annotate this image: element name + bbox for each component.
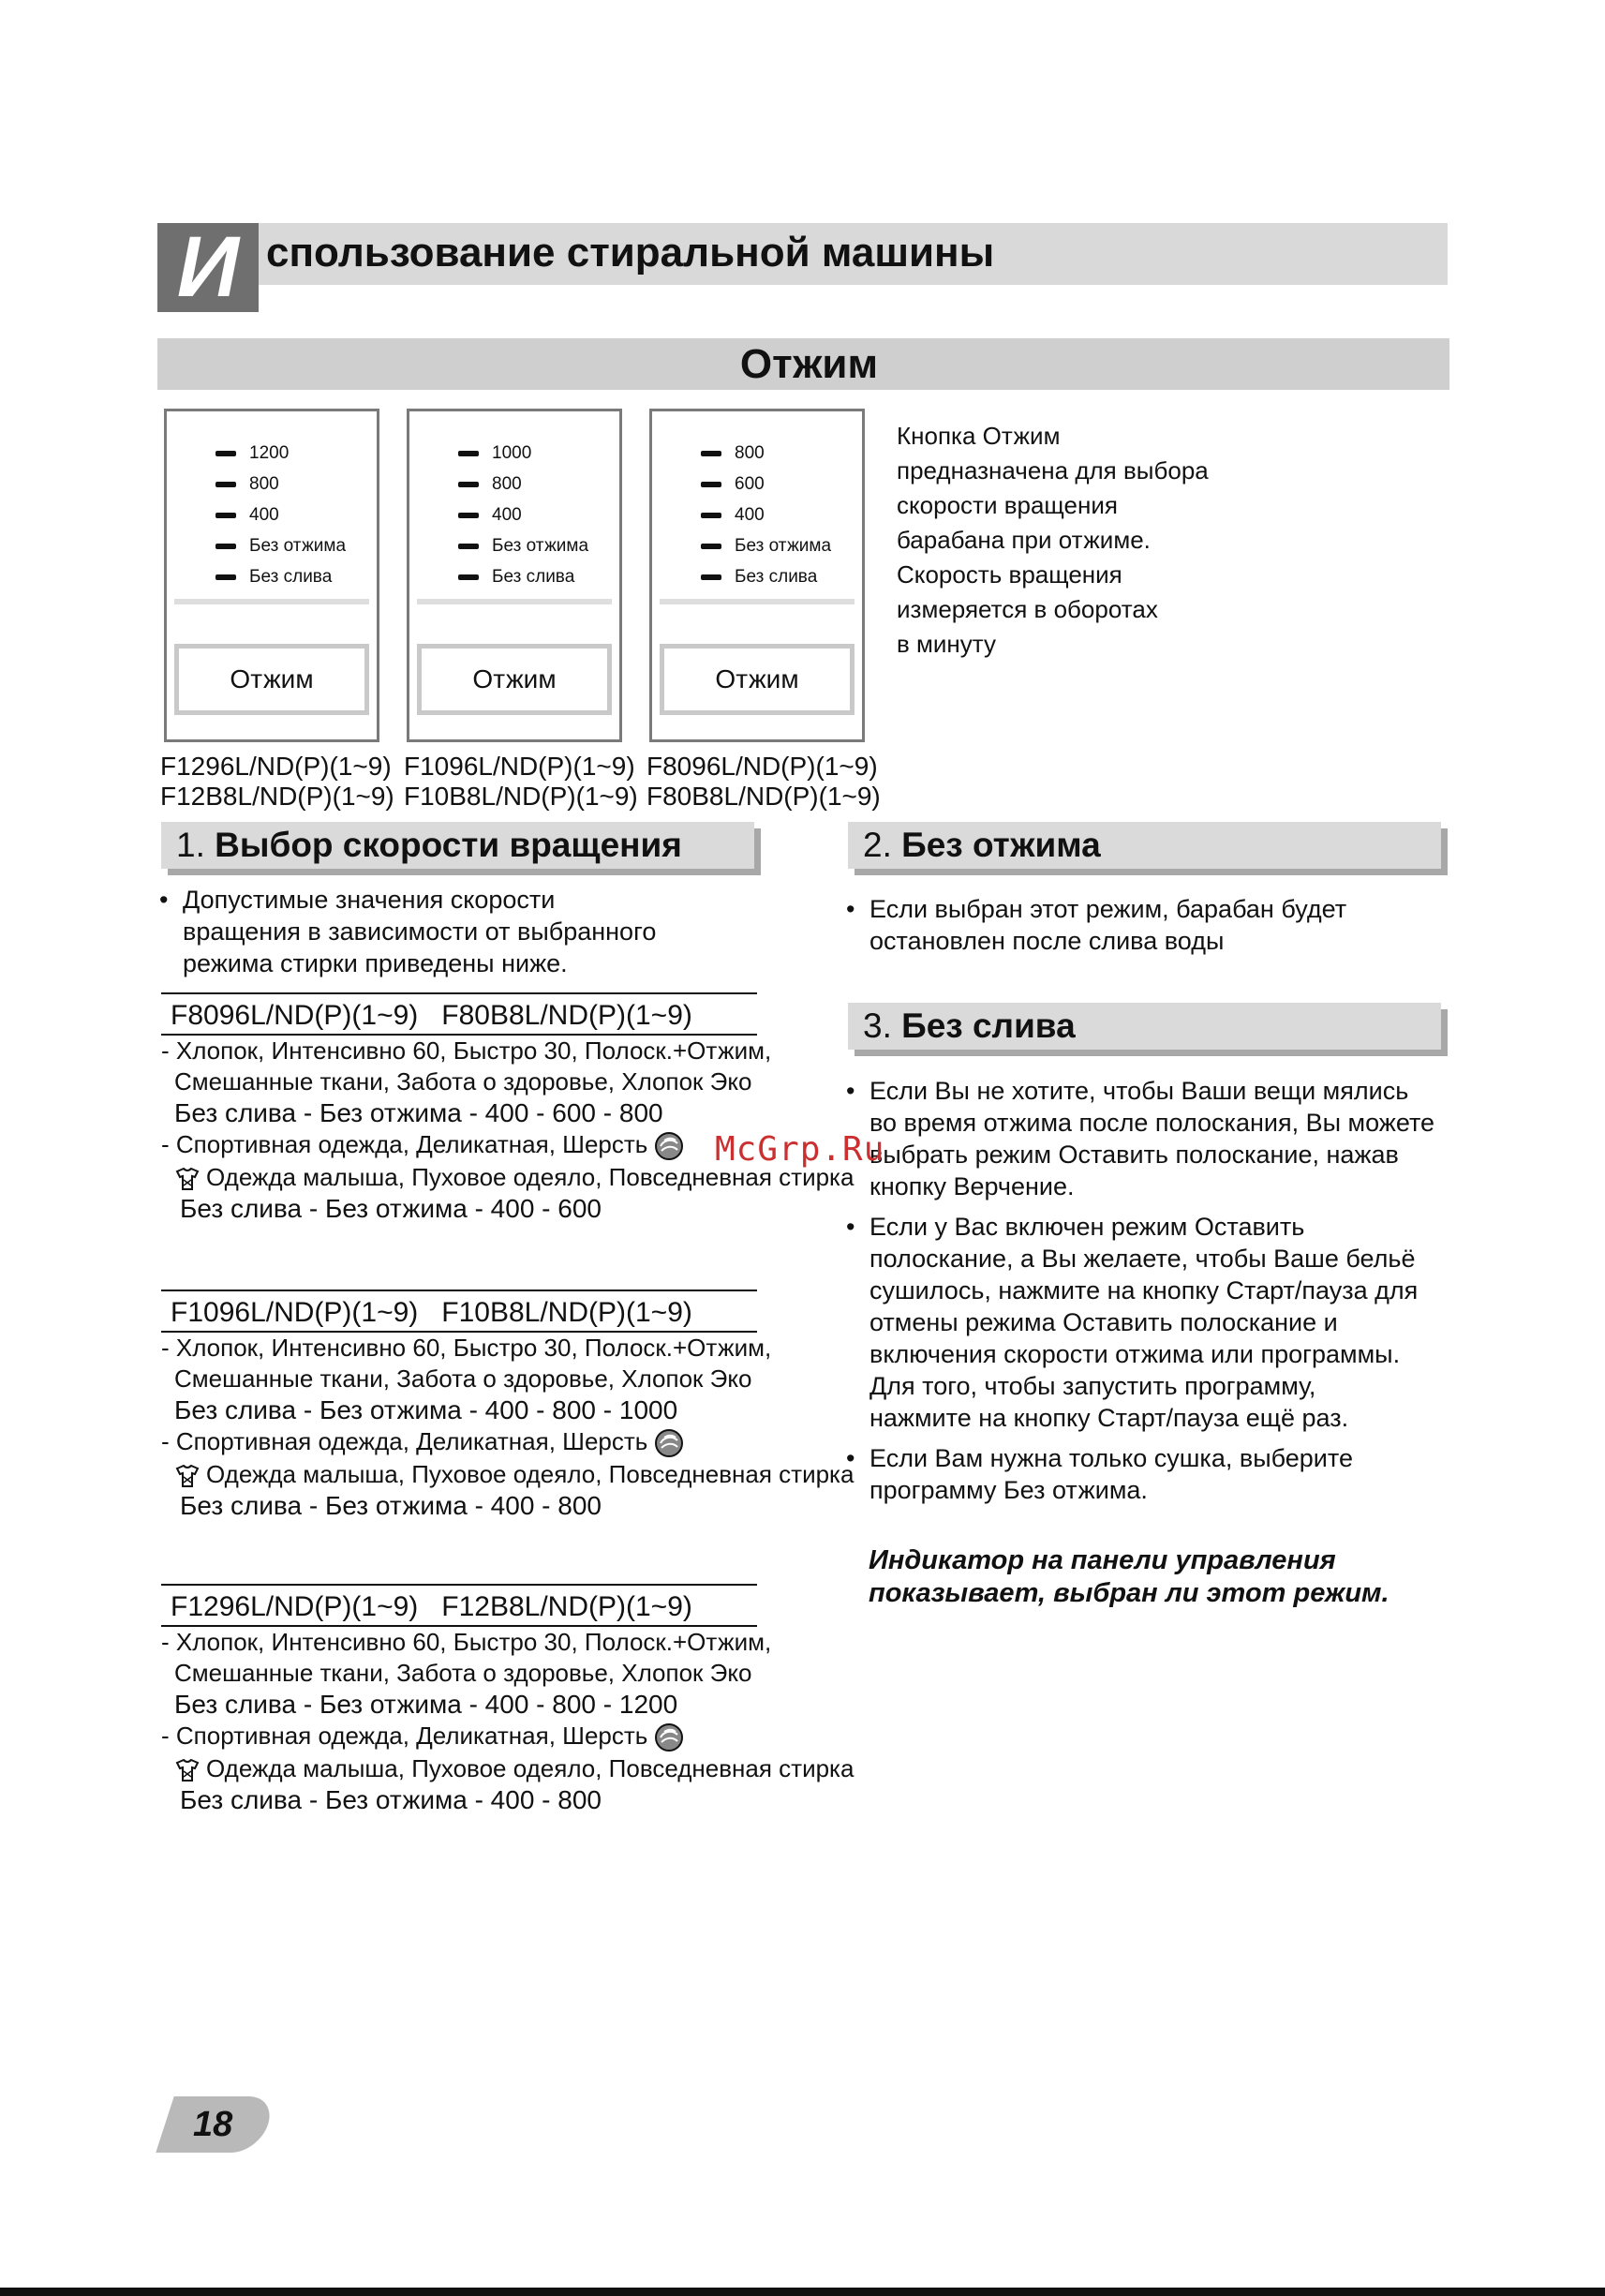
bottom-rule [0, 2288, 1605, 2296]
led-icon [215, 451, 236, 456]
program-list: Одежда малыша, Пуховое одеяло, Повседневная стирка [161, 1753, 757, 1784]
section-3-bullet-2: • Если у Вас включен режим Оставить полоскание, а Вы желаете, чтобы Ваше бельё сушилось, нажмите на кнопку Старт/пауза для отмены режима Оставить полоскание и включения скорости отжима или программы. Для того, чтобы запустить программу, нажмите на кнопку Старт/пауза ещё раз. [869, 1211, 1418, 1434]
program-list: - Спортивная одежда, Деликатная, Шерсть [161, 1426, 757, 1459]
program-list: - Хлопок, Интенсивно 60, Быстро 30, Полоск.+Отжим, [161, 1628, 772, 1656]
intro-paragraph: Кнопка Отжим предназначена для выбора скорости вращения барабана при отжиме. Скорость вращения измеряется в оборотах в минуту [897, 422, 1209, 658]
baby-clothes-icon [174, 1167, 201, 1191]
section-1-header: 1. Выбор скорости вращения [161, 822, 754, 869]
spin-panel-1 [164, 409, 379, 742]
panel-indicator: Без отжима [458, 530, 588, 561]
panel-divider [417, 599, 612, 604]
program-list: - Хлопок, Интенсивно 60, Быстро 30, Полоск.+Отжим, [161, 1334, 772, 1362]
led-icon [701, 544, 721, 549]
title-initial-letter: И [157, 223, 259, 312]
panel-divider [174, 599, 369, 604]
led-icon [458, 482, 479, 487]
spin-panel-3 [649, 409, 865, 742]
led-icon [701, 513, 721, 518]
panel-indicator: Без слива [701, 561, 831, 592]
wool-icon [653, 1427, 685, 1459]
panel-indicator: 400 [215, 499, 346, 530]
model-heading: F1096L/ND(P)(1~9) F10B8L/ND(P)(1~9) [171, 1297, 692, 1328]
led-icon [701, 482, 721, 487]
section-2-header: 2. Без отжима [848, 822, 1441, 869]
panel-indicator: 800 [458, 469, 588, 499]
led-icon [701, 574, 721, 580]
panel-model-caption: F1096L/ND(P)(1~9) F10B8L/ND(P)(1~9) [404, 752, 638, 811]
panel-indicator: Без отжима [701, 530, 831, 561]
section-3-bullet-3: • Если Вам нужна только сушка, выберите программу Без отжима. [869, 1442, 1353, 1506]
program-list: - Спортивная одежда, Деликатная, Шерсть [161, 1721, 757, 1753]
led-icon [215, 513, 236, 518]
program-list: Смешанные ткани, Забота о здоровье, Хлопок Эко [174, 1364, 752, 1393]
led-icon [458, 513, 479, 518]
model-block-3 [161, 1584, 855, 1816]
panel-indicator: 600 [701, 469, 831, 499]
baby-clothes-icon [174, 1464, 201, 1488]
led-icon [701, 451, 721, 456]
indicator-note: Индикатор на панели управления показывает, выбран ли этот режим. [869, 1545, 1390, 1608]
led-icon [458, 574, 479, 580]
program-list: - Хлопок, Интенсивно 60, Быстро 30, Полоск.+Отжим, [161, 1036, 772, 1065]
panel-indicator: 800 [701, 438, 831, 469]
section-3-header: 3. Без слива [848, 1003, 1441, 1050]
panel-indicator: 1200 [215, 438, 346, 469]
program-list: Одежда малыша, Пуховое одеяло, Повседневная стирка [161, 1162, 757, 1193]
section-2-bullet: • Если выбран этот режим, барабан будет остановлен после слива воды [869, 893, 1346, 957]
model-heading: F8096L/ND(P)(1~9) F80B8L/ND(P)(1~9) [171, 1000, 692, 1031]
panel-divider [660, 599, 855, 604]
spin-speeds: Без слива - Без отжима - 400 - 800 - 1000 [174, 1395, 678, 1424]
spin-button: Отжим [660, 644, 855, 715]
panel-indicator: 800 [215, 469, 346, 499]
panel-model-caption: F8096L/ND(P)(1~9) F80B8L/ND(P)(1~9) [646, 752, 881, 811]
watermark: McGrp.Ru [715, 1130, 885, 1169]
page-title: спользование стиральной машины [266, 230, 995, 276]
spin-speeds: Без слива - Без отжима - 400 - 600 - 800 [174, 1098, 663, 1127]
led-icon [215, 482, 236, 487]
section-3-bullet-1: • Если Вы не хотите, чтобы Ваши вещи мялись во время отжима после полоскания, Вы можете выбрать режим Оставить полоскание, нажав кнопку Верчение. [869, 1075, 1434, 1202]
led-icon [215, 574, 236, 580]
program-list: Смешанные ткани, Забота о здоровье, Хлопок Эко [174, 1067, 752, 1096]
led-icon [458, 544, 479, 549]
page-number: 18 [193, 2105, 233, 2144]
led-icon [458, 451, 479, 456]
panel-indicator: Без слива [215, 561, 346, 592]
spin-panel-2 [407, 409, 622, 742]
spin-speeds: Без слива - Без отжима - 400 - 600 [180, 1194, 602, 1224]
panel-model-caption: F1296L/ND(P)(1~9) F12B8L/ND(P)(1~9) [160, 752, 394, 811]
section-1-bullet: • Допустимые значения скорости вращения в зависимости от выбранного режима стирки приведены ниже. [183, 884, 656, 979]
section-title: Отжим [739, 341, 878, 387]
spin-speeds: Без слива - Без отжима - 400 - 800 - 1200 [174, 1690, 678, 1719]
baby-clothes-icon [174, 1758, 201, 1782]
panel-indicator: 400 [458, 499, 588, 530]
panel-indicator: 400 [701, 499, 831, 530]
spin-button: Отжим [417, 644, 612, 715]
wool-icon [653, 1130, 685, 1162]
model-heading: F1296L/ND(P)(1~9) F12B8L/ND(P)(1~9) [171, 1591, 692, 1622]
program-list: Смешанные ткани, Забота о здоровье, Хлопок Эко [174, 1659, 752, 1687]
panel-indicator: Без слива [458, 561, 588, 592]
wool-icon [653, 1722, 685, 1753]
led-icon [215, 544, 236, 549]
program-list: - Спортивная одежда, Деликатная, Шерсть [161, 1129, 757, 1162]
spin-button: Отжим [174, 644, 369, 715]
model-block-2 [161, 1290, 855, 1522]
panel-indicator: 1000 [458, 438, 588, 469]
spin-speeds: Без слива - Без отжима - 400 - 800 [180, 1785, 602, 1815]
spin-speeds: Без слива - Без отжима - 400 - 800 [180, 1491, 602, 1521]
program-list: Одежда малыша, Пуховое одеяло, Повседневная стирка [161, 1459, 757, 1490]
panel-indicator: Без отжима [215, 530, 346, 561]
